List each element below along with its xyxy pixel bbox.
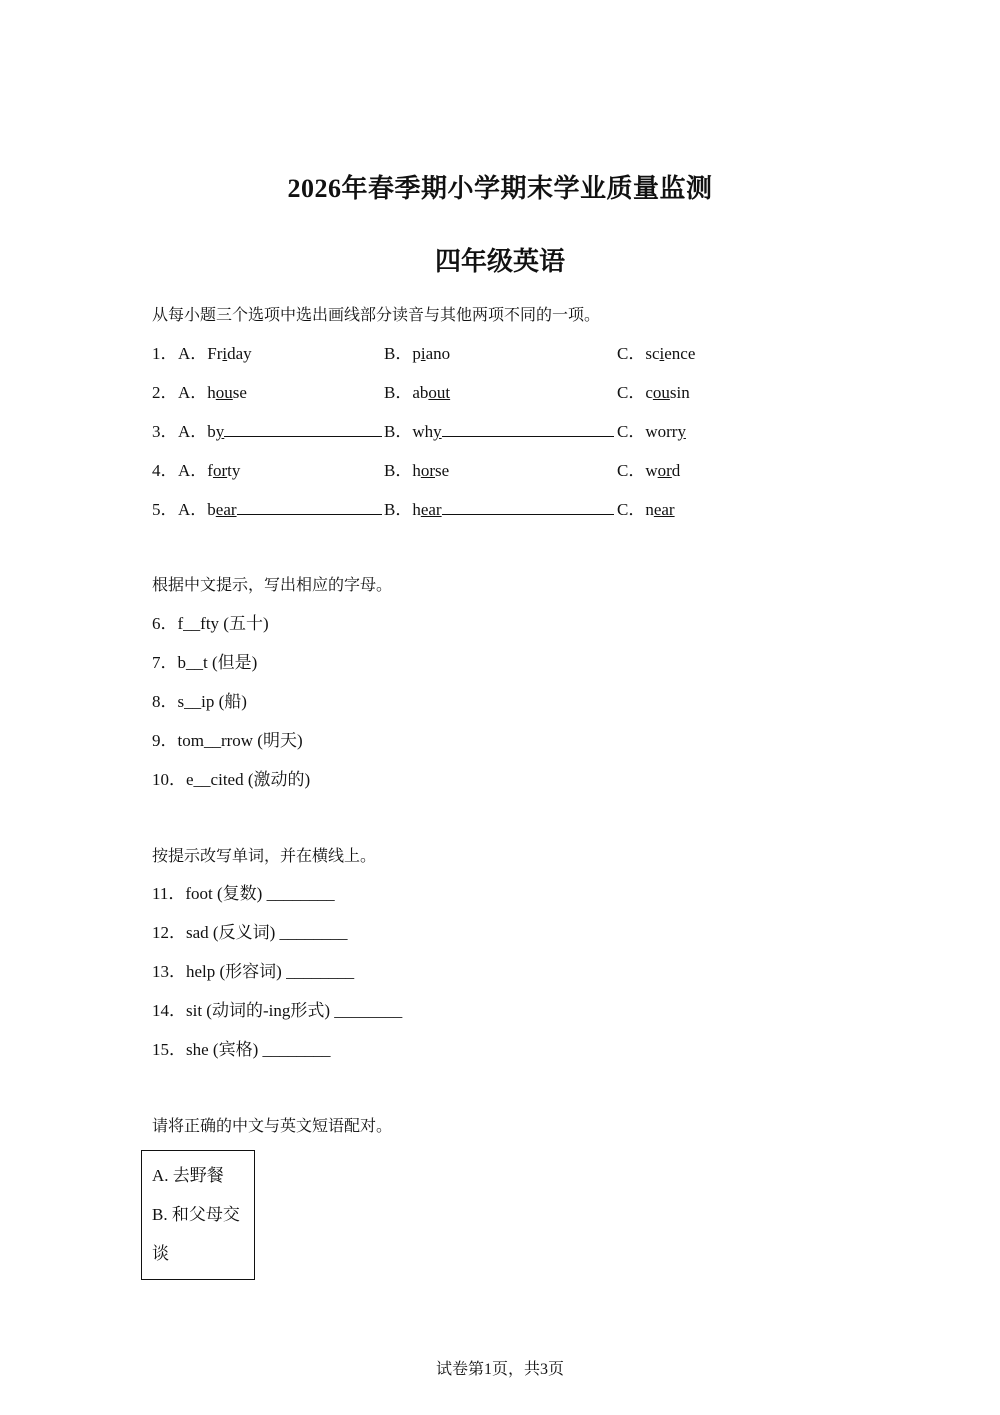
box-line: A. 去野餐 <box>152 1166 224 1185</box>
question-number: 5． <box>152 500 178 519</box>
option-c: C．word <box>617 461 681 480</box>
question-number: 2． <box>152 383 178 402</box>
option-b: B．horse <box>384 461 450 480</box>
list-item: 7．b__t (但是) <box>152 653 258 672</box>
option-c: C．cousin <box>617 383 690 402</box>
option-a: A．house <box>178 383 247 402</box>
list-item: 8．s__ip (船) <box>152 692 247 711</box>
option-a: A．by <box>178 421 382 443</box>
matching-box <box>141 1150 255 1280</box>
option-b: B．piano <box>384 344 451 363</box>
option-a: A．forty <box>178 461 241 480</box>
list-item: 12．sad (反义词) ________ <box>152 923 348 942</box>
list-item: 10．e__cited (激动的) <box>152 770 311 789</box>
section4-instruction: 请将正确的中文与英文短语配对。 <box>152 1116 393 1135</box>
section1-instruction: 从每小题三个选项中选出画线部分读音与其他两项不同的一项。 <box>152 305 601 324</box>
list-item: 15．she (宾格) ________ <box>152 1040 331 1059</box>
option-b: B．about <box>384 383 451 402</box>
exam-subtitle: 四年级英语 <box>434 247 565 276</box>
option-b: B．why <box>384 421 614 443</box>
question-number: 4． <box>152 461 178 480</box>
option-a: A．bear <box>178 499 382 521</box>
list-item: 11．foot (复数) ________ <box>152 884 335 903</box>
box-line: B. 和父母交 <box>152 1205 240 1224</box>
box-line: 谈 <box>152 1244 169 1263</box>
option-b: B．hear <box>384 499 614 521</box>
list-item: 6．f__fty (五十) <box>152 614 269 633</box>
section3-instruction: 按提示改写单词，并在横线上。 <box>152 846 377 865</box>
option-c: C．near <box>617 500 675 519</box>
list-item: 9．tom__rrow (明天) <box>152 731 303 750</box>
page-footer: 试卷第1页，共3页 <box>435 1361 564 1378</box>
list-item: 13．help (形容词) ________ <box>152 962 355 981</box>
question-number: 1． <box>152 344 178 363</box>
list-item: 14．sit (动词的-ing形式) ________ <box>152 1001 403 1020</box>
option-c: C．science <box>617 344 696 363</box>
section2-instruction: 根据中文提示，写出相应的字母。 <box>152 575 393 594</box>
option-c: C．worry <box>617 422 686 441</box>
exam-title: 2026年春季期小学期末学业质量监测 <box>287 174 713 203</box>
question-number: 3． <box>152 422 178 441</box>
option-a: A．Friday <box>178 344 252 363</box>
